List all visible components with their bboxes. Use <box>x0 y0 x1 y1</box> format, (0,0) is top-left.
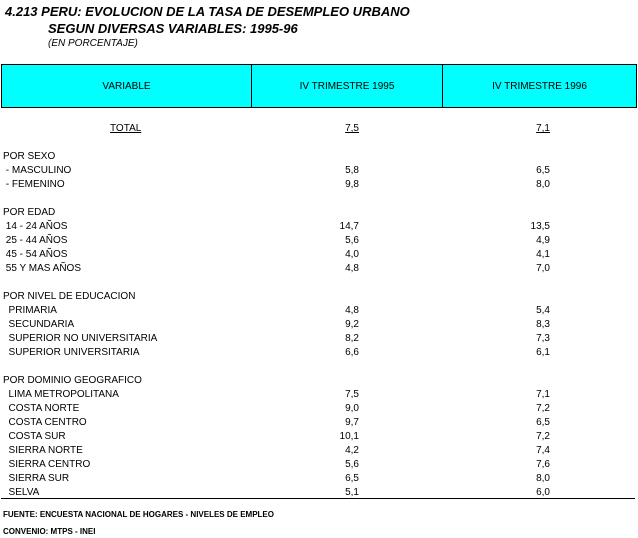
table-body <box>0 122 636 500</box>
table-row <box>0 360 636 374</box>
row-label: POR SEXO <box>3 151 56 162</box>
row-label: SELVA <box>3 487 40 498</box>
table-title <box>5 3 410 37</box>
row-label: - FEMENINO <box>3 179 65 190</box>
table-row <box>0 416 636 430</box>
row-label: COSTA SUR <box>3 431 66 442</box>
row-label: TOTAL <box>110 123 142 134</box>
table-header <box>1 64 637 108</box>
table-row <box>0 206 636 220</box>
value-1996: 7,1 <box>536 123 550 134</box>
value-1996: 4,9 <box>536 235 550 246</box>
table-row <box>0 276 636 290</box>
value-1995: 9,7 <box>345 417 359 428</box>
value-1996: 8,0 <box>536 179 550 190</box>
table-row <box>0 164 636 178</box>
table-row <box>0 318 636 332</box>
value-1995: 5,6 <box>345 459 359 470</box>
table-row <box>0 220 636 234</box>
row-label: SIERRA SUR <box>3 473 70 484</box>
value-1995: 6,5 <box>345 473 359 484</box>
value-1996: 13,5 <box>530 221 550 232</box>
value-1995: 5,1 <box>345 487 359 498</box>
value-1996: 6,1 <box>536 347 550 358</box>
row-label: 25 - 44 AÑOS <box>3 235 68 246</box>
row-label: LIMA METROPOLITANA <box>3 389 119 400</box>
table-row <box>0 192 636 206</box>
row-label: SUPERIOR UNIVERSITARIA <box>3 347 140 358</box>
value-1996: 4,1 <box>536 249 550 260</box>
value-1995: 4,8 <box>345 305 359 316</box>
value-1996: 8,0 <box>536 473 550 484</box>
value-1995: 5,6 <box>345 235 359 246</box>
value-1996: 8,3 <box>536 319 550 330</box>
table-row <box>0 262 636 276</box>
table-row <box>0 388 636 402</box>
value-1995: 14,7 <box>339 221 359 232</box>
value-1996: 7,0 <box>536 263 550 274</box>
unit-note: (EN PORCENTAJE) <box>48 38 138 49</box>
row-label: COSTA NORTE <box>3 403 80 414</box>
table-row <box>0 248 636 262</box>
row-label: 14 - 24 AÑOS <box>3 221 68 232</box>
table-row <box>0 136 636 150</box>
row-label: PRIMARIA <box>3 305 57 316</box>
value-1995: 7,5 <box>345 389 359 400</box>
value-1995: 9,0 <box>345 403 359 414</box>
header-variable: VARIABLE <box>2 65 252 107</box>
row-label: - MASCULINO <box>3 165 72 176</box>
table-row <box>0 458 636 472</box>
value-1995: 9,2 <box>345 319 359 330</box>
row-label: SIERRA CENTRO <box>3 459 91 470</box>
table-row <box>0 402 636 416</box>
source-note: FUENTE: ENCUESTA NACIONAL DE HOGARES - NIVELES DE EMPLEO <box>3 510 274 519</box>
table-row <box>0 178 636 192</box>
table-row <box>0 234 636 248</box>
value-1996: 7,1 <box>536 389 550 400</box>
value-1996: 7,2 <box>536 403 550 414</box>
table-row <box>0 332 636 346</box>
table-row <box>0 122 636 136</box>
row-label: COSTA CENTRO <box>3 417 87 428</box>
row-label: POR DOMINIO GEOGRAFICO <box>3 375 142 386</box>
value-1996: 6,0 <box>536 487 550 498</box>
value-1995: 6,6 <box>345 347 359 358</box>
value-1996: 7,2 <box>536 431 550 442</box>
table-row <box>0 290 636 304</box>
value-1995: 4,8 <box>345 263 359 274</box>
row-label: SECUNDARIA <box>3 319 75 330</box>
row-label: POR NIVEL DE EDUCACION <box>3 291 136 302</box>
title-line-2: SEGUN DIVERSAS VARIABLES: 1995-96 <box>48 21 298 36</box>
value-1995: 7,5 <box>345 123 359 134</box>
value-1996: 7,4 <box>536 445 550 456</box>
row-label: POR EDAD <box>3 207 56 218</box>
value-1995: 8,2 <box>345 333 359 344</box>
value-1996: 6,5 <box>536 165 550 176</box>
agreement-note: CONVENIO: MTPS - INEI <box>3 527 96 536</box>
row-label: 45 - 54 AÑOS <box>3 249 68 260</box>
value-1996: 7,3 <box>536 333 550 344</box>
value-1995: 10,1 <box>339 431 359 442</box>
table-row <box>0 304 636 318</box>
value-1995: 5,8 <box>345 165 359 176</box>
header-1995: IV TRIMESTRE 1995 <box>252 65 443 107</box>
table-row <box>0 374 636 388</box>
value-1995: 4,0 <box>345 249 359 260</box>
row-label: 55 Y MAS AÑOS <box>3 263 82 274</box>
bottom-rule <box>1 498 635 499</box>
row-label: SUPERIOR NO UNIVERSITARIA <box>3 333 158 344</box>
value-1996: 6,5 <box>536 417 550 428</box>
header-1996: IV TRIMESTRE 1996 <box>492 80 587 92</box>
table-row <box>0 150 636 164</box>
table-row <box>0 430 636 444</box>
table-row <box>0 346 636 360</box>
row-label: SIERRA NORTE <box>3 445 83 456</box>
value-1996: 5,4 <box>536 305 550 316</box>
value-1995: 9,8 <box>345 179 359 190</box>
table-row <box>0 472 636 486</box>
title-line-1: 4.213 PERU: EVOLUCION DE LA TASA DE DESEMPLEO URBANO <box>5 4 410 19</box>
value-1995: 4,2 <box>345 445 359 456</box>
table-row <box>0 444 636 458</box>
value-1996: 7,6 <box>536 459 550 470</box>
